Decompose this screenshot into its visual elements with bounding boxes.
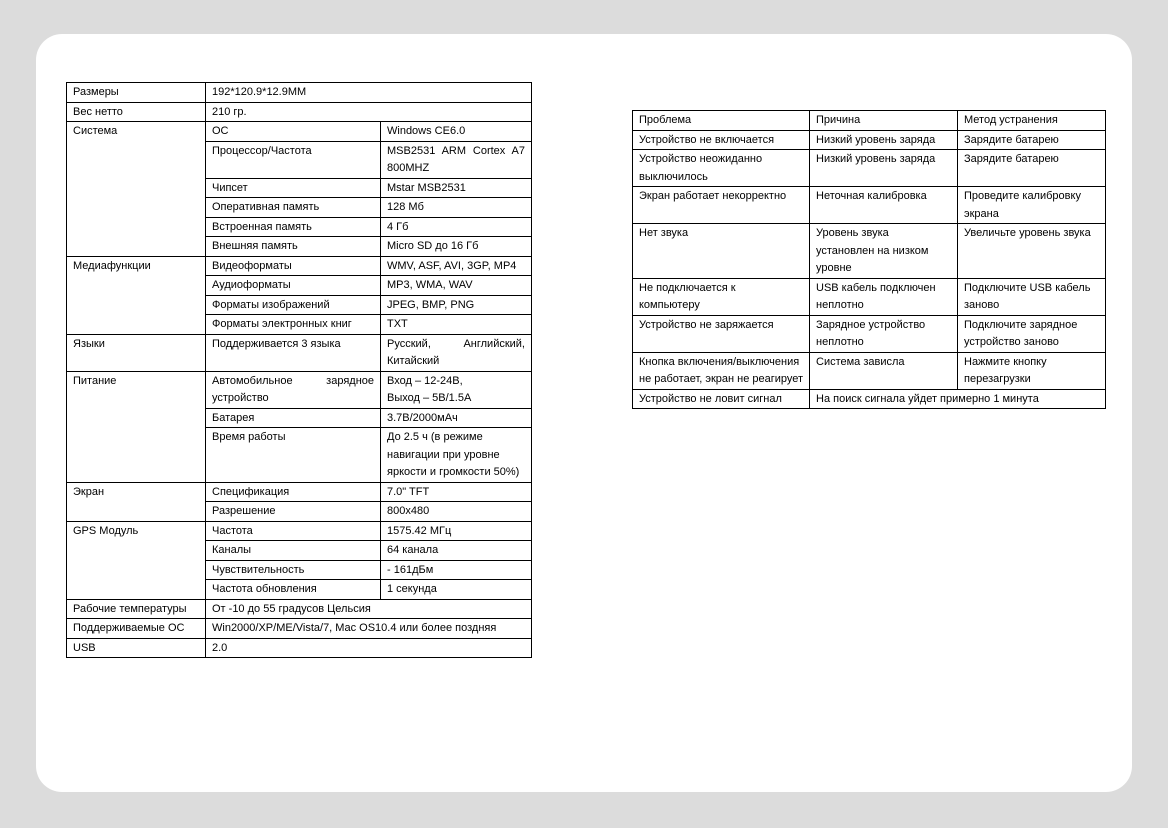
column-header: Причина <box>810 111 958 131</box>
row-label: Вес нетто <box>67 102 206 122</box>
row-value: 192*120.9*12.9MM <box>206 83 532 103</box>
row-value: Win2000/XP/ME/Vista/7, Mac OS10.4 или более поздняя <box>206 619 532 639</box>
problem-cell: Устройство не ловит сигнал <box>633 389 810 409</box>
value-line: Вход – 12-24В, <box>387 374 463 387</box>
row-label: Разрешение <box>206 502 381 522</box>
solution-cell: Увеличьте уровень звука <box>958 224 1106 279</box>
cause-cell: Уровень звука установлен на низком уровне <box>810 224 958 279</box>
table-row <box>633 224 1106 279</box>
row-label: Форматы изображений <box>206 295 381 315</box>
table-row <box>67 334 532 371</box>
row-label: Чипсет <box>206 178 381 198</box>
table-row <box>67 83 532 103</box>
row-value: WMV, ASF, AVI, 3GP, MP4 <box>381 256 532 276</box>
value-line: Выход – 5В/1.5А <box>387 392 472 404</box>
row-value <box>381 371 532 408</box>
row-label: USB <box>67 638 206 658</box>
section-label: GPS Модуль <box>67 521 206 599</box>
row-label: Оперативная память <box>206 198 381 218</box>
row-label: ОС <box>206 122 381 142</box>
row-value: Русский, Английский, Китайский <box>381 334 532 371</box>
row-value: MP3, WMA, WAV <box>381 276 532 296</box>
merged-cell: На поиск сигнала уйдет примерно 1 минута <box>810 389 1106 409</box>
problem-cell: Кнопка включения/выключения не работает, экран не реагирует <box>633 352 810 389</box>
row-value: - 161дБм <box>381 560 532 580</box>
row-label: Процессор/Частота <box>206 141 381 178</box>
troubleshooting-table <box>632 110 1106 409</box>
section-label: Языки <box>67 334 206 371</box>
row-value: JPEG, BMP, PNG <box>381 295 532 315</box>
row-value: 128 Мб <box>381 198 532 218</box>
section-label: Система <box>67 122 206 257</box>
table-row <box>67 256 532 276</box>
row-value: 800x480 <box>381 502 532 522</box>
row-value: MSB2531 ARM Cortex A7 800MHZ <box>381 141 532 178</box>
row-value: До 2.5 ч (в режиме навигации при уровне яркости и громкости 50%) <box>381 428 532 483</box>
problem-cell: Не подключается к компьютеру <box>633 278 810 315</box>
table-row <box>633 278 1106 315</box>
column-header: Метод устранения <box>958 111 1106 131</box>
row-value: TXT <box>381 315 532 335</box>
table-row <box>67 521 532 541</box>
row-label: Поддерживается 3 языка <box>206 334 381 371</box>
section-label: Экран <box>67 482 206 521</box>
table-row <box>633 352 1106 389</box>
table-row <box>633 187 1106 224</box>
solution-cell: Зарядите батарею <box>958 150 1106 187</box>
solution-cell: Зарядите батарею <box>958 130 1106 150</box>
section-label: Медиафункции <box>67 256 206 334</box>
row-label: Частота <box>206 521 381 541</box>
problem-cell: Устройство не включается <box>633 130 810 150</box>
table-row <box>633 315 1106 352</box>
row-value: Mstar MSB2531 <box>381 178 532 198</box>
problem-cell: Экран работает некорректно <box>633 187 810 224</box>
row-label: Форматы электронных книг <box>206 315 381 335</box>
cause-cell: USB кабель подключен неплотно <box>810 278 958 315</box>
row-value: 1 секунда <box>381 580 532 600</box>
row-value: 1575.42 МГц <box>381 521 532 541</box>
solution-cell: Проведите калибровку экрана <box>958 187 1106 224</box>
row-label: Видеоформаты <box>206 256 381 276</box>
table-row <box>67 599 532 619</box>
table-header-row <box>633 111 1106 131</box>
solution-cell: Подключите USB кабель заново <box>958 278 1106 315</box>
problem-cell: Устройство неожиданно выключилось <box>633 150 810 187</box>
row-label: Время работы <box>206 428 381 483</box>
solution-cell: Нажмите кнопку перезагрузки <box>958 352 1106 389</box>
row-label: Частота обновления <box>206 580 381 600</box>
row-label: Спецификация <box>206 482 381 502</box>
row-value: Micro SD до 16 Гб <box>381 237 532 257</box>
row-label: Размеры <box>67 83 206 103</box>
row-label: Автомобильное зарядное устройство <box>206 371 381 408</box>
problem-cell: Устройство не заряжается <box>633 315 810 352</box>
row-label: Внешняя память <box>206 237 381 257</box>
row-label: Батарея <box>206 408 381 428</box>
section-label: Питание <box>67 371 206 482</box>
row-label: Встроенная память <box>206 217 381 237</box>
row-value: 4 Гб <box>381 217 532 237</box>
table-row <box>67 102 532 122</box>
row-label: Рабочие температуры <box>67 599 206 619</box>
solution-cell: Подключите зарядное устройство заново <box>958 315 1106 352</box>
row-value: 2.0 <box>206 638 532 658</box>
row-label: Чувствительность <box>206 560 381 580</box>
row-value: От -10 до 55 градусов Цельсия <box>206 599 532 619</box>
row-value: Windows CE6.0 <box>381 122 532 142</box>
row-value: 210 гр. <box>206 102 532 122</box>
cause-cell: Низкий уровень заряда <box>810 150 958 187</box>
specifications-table <box>66 82 532 658</box>
row-label: Аудиоформаты <box>206 276 381 296</box>
row-value: 64 канала <box>381 541 532 561</box>
cause-cell: Зарядное устройство неплотно <box>810 315 958 352</box>
column-header: Проблема <box>633 111 810 131</box>
cause-cell: Неточная калибровка <box>810 187 958 224</box>
table-row <box>67 122 532 142</box>
table-row <box>633 150 1106 187</box>
cause-cell: Низкий уровень заряда <box>810 130 958 150</box>
table-row <box>67 638 532 658</box>
table-row <box>67 482 532 502</box>
row-value: 3.7В/2000мАч <box>381 408 532 428</box>
cause-cell: Система зависла <box>810 352 958 389</box>
table-row <box>67 619 532 639</box>
table-row <box>633 130 1106 150</box>
row-value: 7.0" TFT <box>381 482 532 502</box>
problem-cell: Нет звука <box>633 224 810 279</box>
row-label: Поддерживаемые ОС <box>67 619 206 639</box>
table-row <box>633 389 1106 409</box>
table-row <box>67 371 532 408</box>
row-label: Каналы <box>206 541 381 561</box>
